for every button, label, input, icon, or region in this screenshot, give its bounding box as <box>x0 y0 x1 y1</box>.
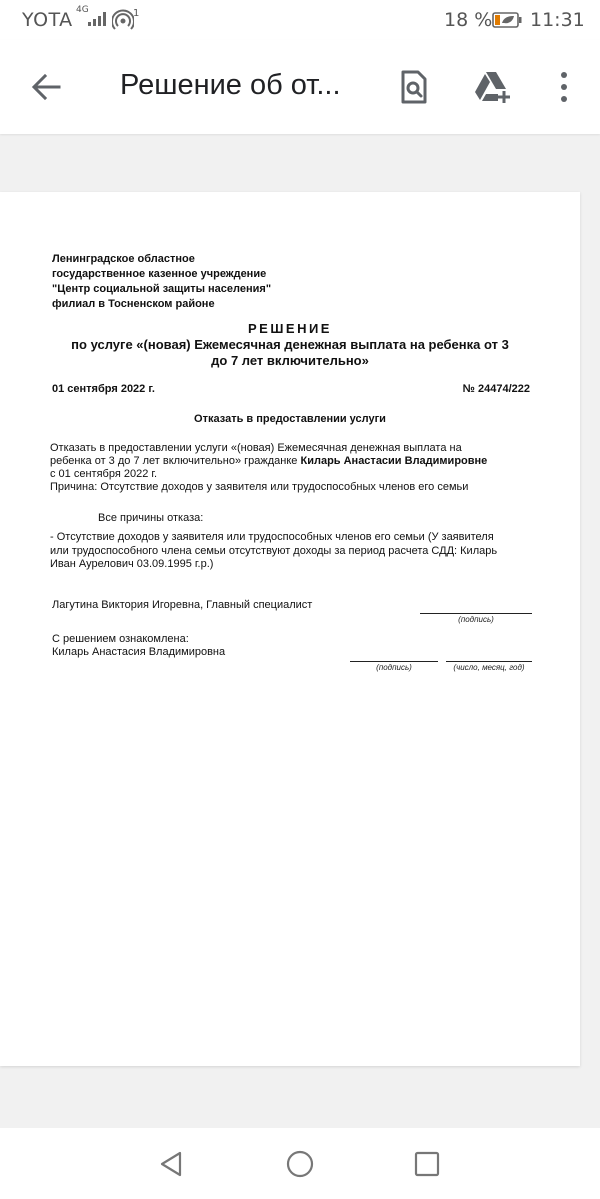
more-options-button[interactable] <box>548 67 588 107</box>
ack-signature-line <box>350 661 438 662</box>
preview-search-icon <box>394 67 434 107</box>
reasons-title: Все причины отказа: <box>98 512 204 524</box>
battery-percent: 18 % <box>444 9 493 31</box>
acknowledgement <box>52 633 225 659</box>
clock: 11:31 <box>530 9 585 31</box>
body-line-prefix: ребенка от 3 до 7 лет включительно» гражданке <box>50 455 301 467</box>
navigation-bar <box>0 1128 600 1199</box>
ack-line: С решением ознакомлена: <box>52 633 189 645</box>
nav-back-icon <box>156 1148 188 1180</box>
hotspot-count: 1 <box>133 8 140 19</box>
nav-home-icon <box>284 1148 316 1180</box>
organization-header <box>52 252 271 312</box>
service-title <box>0 337 580 369</box>
signal-bars-icon <box>88 12 106 26</box>
back-button[interactable] <box>26 67 66 107</box>
back-arrow-icon <box>26 67 66 107</box>
nav-recents-button[interactable] <box>411 1148 443 1180</box>
hotspot-icon <box>112 9 134 31</box>
decision-body <box>50 442 487 494</box>
app-bar <box>0 40 600 134</box>
body-line: с 01 сентября 2022 г. <box>50 468 158 480</box>
network-type-label: 4G <box>76 5 89 15</box>
signer-name: Лагутина Виктория Игоревна, Главный специалист <box>52 599 313 611</box>
signature-caption: (подпись) <box>458 615 494 624</box>
service-title-line: по услуге «(новая) Ежемесячная денежная выплата на ребенка от 3 <box>71 337 509 352</box>
org-line: филиал в Тосненском районе <box>52 298 215 310</box>
ack-line: Киларь Анастасия Владимировна <box>52 646 226 658</box>
nav-recents-icon <box>411 1148 443 1180</box>
nav-back-button[interactable] <box>156 1148 188 1180</box>
more-vert-icon <box>548 67 588 107</box>
status-bar <box>0 0 600 40</box>
ack-date-line <box>446 661 532 662</box>
reason-line: - Отсутствие доходов у заявителя или трудоспособных членов его семьи (У заявителя <box>50 531 494 543</box>
document-title: Решение об от... <box>120 69 341 101</box>
reason-line: Иван Аурелович 03.09.1995 г.р.) <box>50 558 214 570</box>
document-heading: РЕШЕНИЕ <box>248 321 332 336</box>
preview-button[interactable] <box>394 67 434 107</box>
add-to-drive-button[interactable] <box>472 67 512 107</box>
reasons-list <box>50 531 497 572</box>
service-title-line: до 7 лет включительно» <box>211 353 369 368</box>
org-line: Ленинградское областное <box>52 253 195 265</box>
recipient-name: Киларь Анастасии Владимировне <box>300 455 488 467</box>
document-page <box>0 192 580 1066</box>
drive-add-icon <box>472 67 512 107</box>
org-line: государственное казенное учреждение <box>52 268 267 280</box>
signature-line <box>420 613 532 614</box>
nav-home-button[interactable] <box>284 1148 316 1180</box>
decision-subheading: Отказать в предоставлении услуги <box>194 413 386 425</box>
reason-line: или трудоспособного члена семьи отсутствуют доходы за период расчета СДД: Киларь <box>50 544 498 557</box>
ack-date-caption: (число, месяц, год) <box>453 663 525 672</box>
carrier-label: YOTA <box>22 9 73 31</box>
body-line <box>50 455 487 468</box>
body-line: Отказать в предоставлении услуги «(новая) Ежемесячная денежная выплата на <box>50 442 462 454</box>
org-line: "Центр социальной защиты населения" <box>52 283 272 295</box>
decision-number: № 24474/222 <box>462 383 530 395</box>
ack-signature-caption: (подпись) <box>376 663 412 672</box>
decision-date: 01 сентября 2022 г. <box>52 383 155 395</box>
body-line: Причина: Отсутствие доходов у заявителя или трудоспособных членов его семьи <box>50 481 469 493</box>
battery-saver-icon <box>492 12 522 28</box>
